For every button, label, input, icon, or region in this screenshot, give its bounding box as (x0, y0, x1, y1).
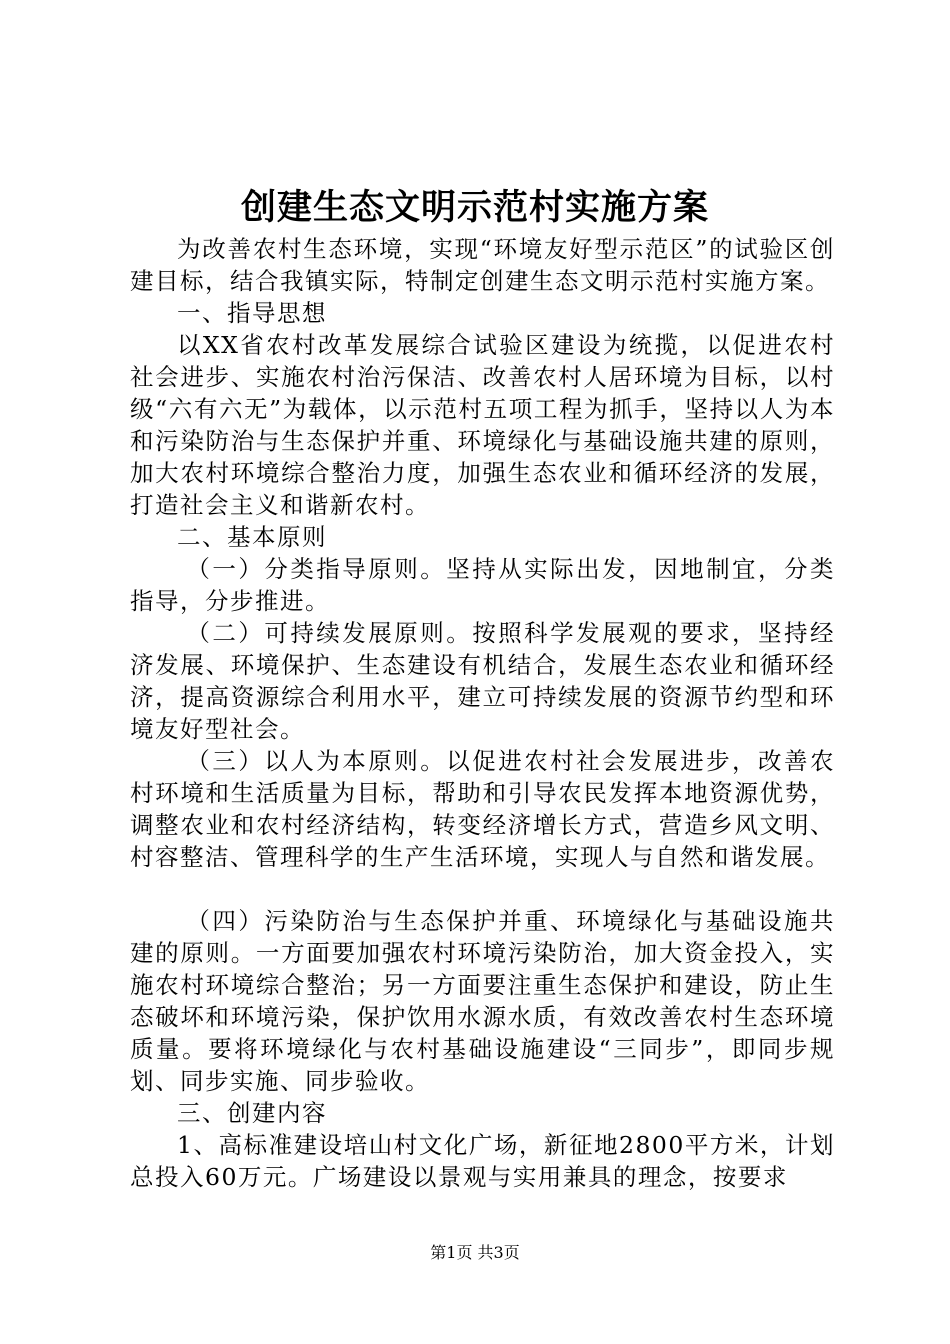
section-heading-content: 三、创建内容 (177, 1099, 327, 1127)
principle-paragraph-4: （四）污染防治与生态保护并重、环境绿化与基础设施共建的原则。一方面要加强农村环境污染防治，加大资金投入，实施农村环境综合整治；另一方面要注重生态保护和建设，防止生态破坏和环境污染，保护饮用水源水质，有效改善农村生态环境质量。要将环境绿化与农村基础设施建设“三同步”，即同步规划、同步实施、同步验收。 (130, 907, 835, 1095)
principle-paragraph-3: （三）以人为本原则。以促进农村社会发展进步，改善农村环境和生活质量为目标，帮助和引导农民发挥本地资源优势，调整农业和农村经济结构，转变经济增长方式，营造乡风文明、村容整洁、管理科学的生产生活环境，实现人与自然和谐发展。 (130, 747, 835, 871)
guiding-ideology-paragraph: 以XX省农村改革发展综合试验区建设为统揽，以促进农村社会进步、实施农村治污保洁、改善农村人居环境为目标，以村级“六有六无”为载体，以示范村五项工程为抓手，坚持以人为本和污染防治与生态保护并重、环境绿化与基础设施共建的原则，加大农村环境综合整治力度，加强生态农业和循环经济的发展，打造社会主义和谐新农村。 (130, 331, 835, 519)
intro-paragraph: 为改善农村生态环境，实现“环境友好型示范区”的试验区创建目标，结合我镇实际，特制定创建生态文明示范村实施方案。 (130, 235, 835, 295)
section-heading-basic-principles: 二、基本原则 (177, 523, 327, 551)
content-paragraph-1: 1、高标准建设培山村文化广场，新征地2800平方米，计划总投入60万元。广场建设以景观与实用兼具的理念，按要求 (130, 1131, 835, 1191)
document-body (130, 233, 835, 1193)
section-heading-guiding-ideology: 一、指导思想 (177, 299, 327, 327)
document-title: 创建生态文明示范村实施方案 (240, 187, 709, 228)
page-footer: 第1页 共3页 (430, 1243, 520, 1262)
principle-paragraph-1: （一）分类指导原则。坚持从实际出发，因地制宜，分类指导，分步推进。 (130, 555, 835, 615)
principle-paragraph-2: （二）可持续发展原则。按照科学发展观的要求，坚持经济发展、环境保护、生态建设有机结合，发展生态农业和循环经济，提高资源综合利用水平，建立可持续发展的资源节约型和环境友好型社会。 (130, 619, 835, 743)
